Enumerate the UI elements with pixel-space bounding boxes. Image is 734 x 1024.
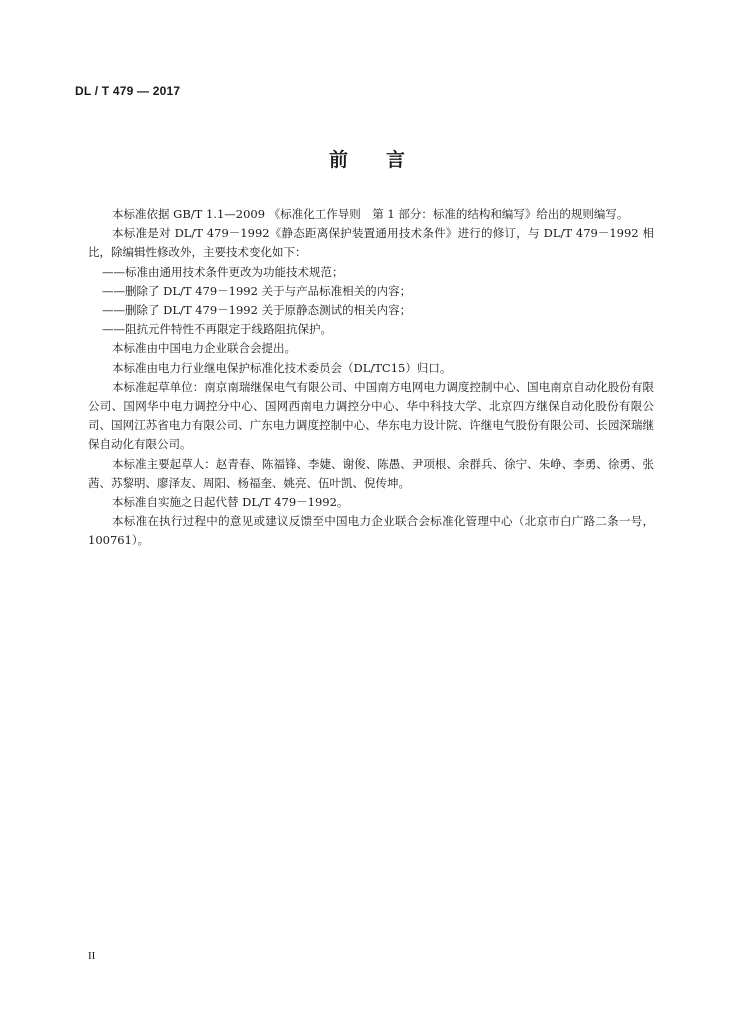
foreword-body	[88, 205, 654, 551]
paragraph-drafters: 本标准主要起草人：赵青春、陈福锋、李婕、谢俊、陈愚、尹项根、余群兵、徐宁、朱峥、李勇、徐勇、张茜、苏黎明、廖泽友、周阳、杨福奎、姚亮、伍叶凯、倪传坤。	[88, 456, 654, 490]
paragraph-feedback: 本标准在执行过程中的意见或建议反馈至中国电力企业联合会标准化管理中心（北京市白广路二条一号，100761）。	[88, 514, 654, 548]
paragraph-proposer: 本标准由中国电力企业联合会提出。	[112, 341, 296, 356]
change-item: ——删除了 DL/T 479－1992 关于原静态测试的相关内容；	[102, 303, 412, 318]
paragraph-revision: 本标准是对 DL/T 479－1992《静态距离保护装置通用技术条件》进行的修订，与 DL/T 479－1992 相比，除编辑性修改外，主要技术变化如下：	[88, 226, 654, 260]
section-title: 前言	[328, 149, 443, 171]
change-item: ——删除了 DL/T 479－1992 关于与产品标准相关的内容；	[102, 283, 412, 298]
paragraph-basis: 本标准依据 GB/T 1.1—2009 《标准化工作导则 第 1 部分：标准的结构和编写》给出的规则编写。	[112, 207, 629, 221]
paragraph-replacement: 本标准自实施之日起代替 DL/T 479－1992。	[112, 495, 349, 510]
change-item: ——阻抗元件特性不再限定于线路阻抗保护。	[102, 322, 332, 337]
change-item: ——标准由通用技术条件更改为功能技术规范；	[102, 264, 344, 279]
standard-code-header: DL / T 479 — 2017	[75, 84, 181, 98]
paragraph-administrator: 本标准由电力行业继电保护标准化技术委员会（DL/TC15）归口。	[112, 360, 452, 375]
page-number: II	[88, 950, 96, 962]
paragraph-drafting-units: 本标准起草单位：南京南瑞继保电气有限公司、中国南方电网电力调度控制中心、国电南京自动化股份有限公司、国网华中电力调控分中心、国网西南电力调控分中心、华中科技大学、北京四方继保自动化股份有限公司、国网江苏省电力有限公司、广东电力调度控制中心、华东电力设计院、许继电气股份有限公司、长园深瑞继保自动化有限公司。	[88, 379, 654, 452]
